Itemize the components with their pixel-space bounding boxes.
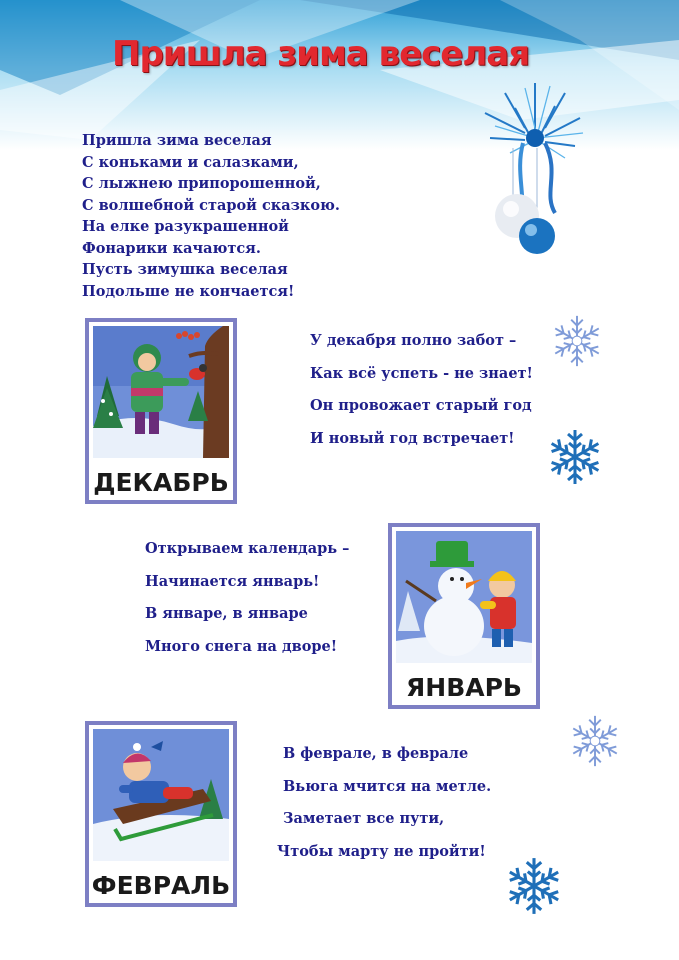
page-title: Пришла зима веселая: [112, 34, 530, 74]
poem-line: С коньками и салазками,: [82, 153, 299, 171]
february-card-label: ФЕВРАЛЬ: [91, 871, 231, 900]
snowflake-icon: [566, 712, 624, 770]
poem-line: В феврале, в феврале: [283, 745, 469, 762]
poem-line: Чтобы марту не пройти!: [277, 842, 486, 860]
january-card: [388, 523, 540, 709]
poem-line: С лыжнею припорошенной,: [82, 175, 321, 192]
january-illustration: [396, 531, 532, 663]
december-card: [85, 318, 237, 504]
february-card: [85, 721, 237, 907]
february-illustration: [93, 729, 229, 861]
january-poem: [145, 540, 349, 670]
poem-line: Много снега на дворе!: [145, 637, 338, 655]
poem-line: У декабря полно забот –: [310, 332, 517, 349]
poem-line: Фонарики качаются.: [82, 239, 261, 257]
poem-line: Вьюга мчится на метле.: [283, 777, 492, 795]
snowflake-icon: [545, 427, 605, 487]
intro-poem: [82, 132, 340, 304]
february-poem: [277, 745, 492, 875]
poem-line: Начинается январь!: [145, 572, 320, 590]
snowflake-icon: [548, 312, 606, 370]
poem-line: Пусть зимушка веселая: [82, 261, 288, 278]
snowflake-icon: [503, 855, 565, 917]
poem-line: Пришла зима веселая: [82, 132, 272, 149]
poem-line: На елке разукрашенной: [82, 218, 289, 235]
poem-line: Заметает все пути,: [283, 810, 445, 827]
poem-line: И новый год встречает!: [310, 429, 515, 447]
poem-line: Как всё успеть - не знает!: [310, 364, 533, 382]
poem-line: С волшебной старой сказкою.: [82, 196, 340, 214]
december-poem: [310, 332, 533, 462]
poem-line: Подольше не кончается!: [82, 282, 295, 300]
january-card-label: ЯНВАРЬ: [406, 673, 522, 702]
poem-line: Открываем календарь –: [145, 540, 350, 557]
december-card-label: ДЕКАБРЬ: [93, 468, 229, 497]
christmas-ornament-decoration: [465, 78, 595, 263]
poem-line: В январе, в январе: [145, 605, 308, 622]
poem-line: Он провожает старый год: [310, 397, 532, 414]
december-illustration: [93, 326, 229, 458]
